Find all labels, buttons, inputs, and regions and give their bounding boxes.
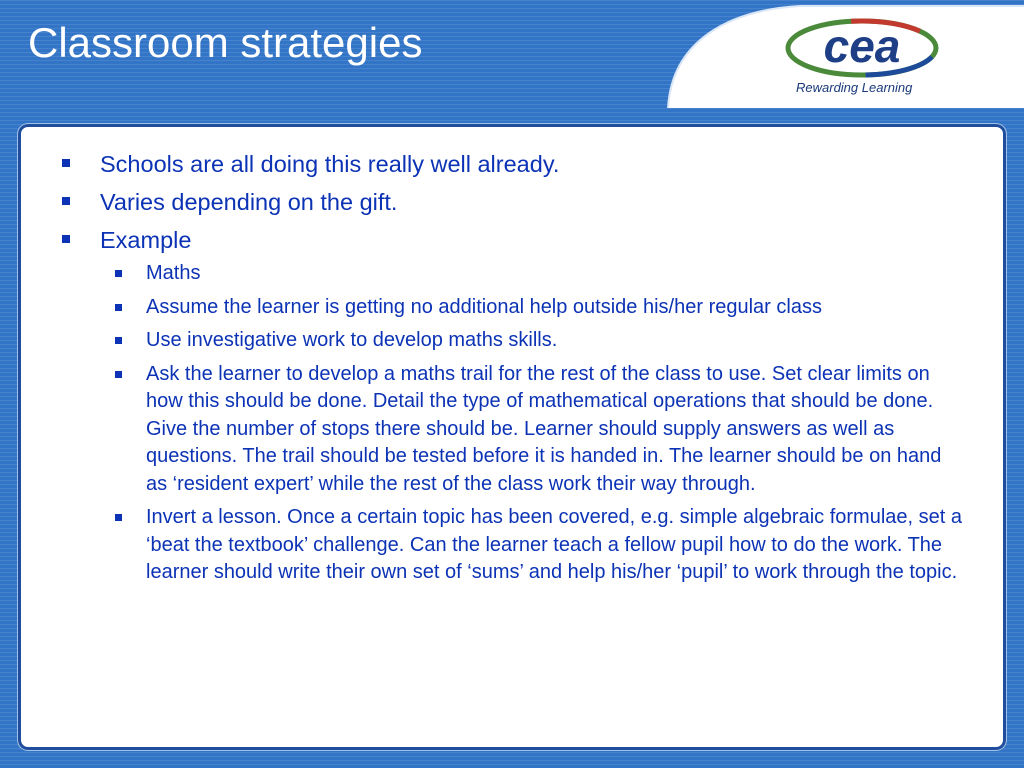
bullet-text: Example [100, 227, 192, 253]
bullet-text: Ask the learner to develop a maths trail for the rest of the class to use. Set clear limits on how this should be done. Detail the type of mathematical operations that should be done. Give the number of stops there should be. Learner should supply answers as well as questions. The trail should be tested before it is handed in. The learner should be on hand as ‘resident expert’ while the rest of the class work their way through. [146, 362, 942, 495]
bullet-text: Invert a lesson. Once a certain topic has been covered, e.g. simple algebraic formulae, set a ‘beat the textbook’ challenge. Can the learner teach a fellow pupil how to do the work. The learner should write their own set of ‘sums’ and help his/her ‘pupil’ to work through the topic. [146, 506, 962, 583]
sub-bullet-item [60, 260, 966, 288]
square-bullet-icon [62, 159, 70, 167]
bullet-text: Use investigative work to develop maths skills. [146, 329, 558, 351]
logo-tagline: Rewarding Learning [796, 80, 913, 95]
bullet-item [60, 226, 980, 254]
square-bullet-icon [115, 337, 122, 344]
bullet-item [60, 188, 980, 216]
square-bullet-icon [115, 304, 122, 311]
bullet-list [60, 150, 980, 593]
logo-area [0, 0, 1024, 108]
bullet-text: Varies depending on the gift. [100, 189, 398, 215]
cea-logo [782, 16, 942, 80]
square-bullet-icon [115, 514, 122, 521]
square-bullet-icon [62, 235, 70, 243]
bullet-text: Assume the learner is getting no additional help outside his/her regular class [146, 295, 822, 318]
square-bullet-icon [62, 197, 70, 205]
bullet-text: Maths [146, 262, 201, 284]
square-bullet-icon [115, 371, 122, 378]
sub-bullet-item [60, 294, 966, 322]
square-bullet-icon [115, 270, 122, 277]
logo-text: cea [823, 20, 901, 72]
slide-title: Classroom strategies [28, 19, 423, 66]
bullet-item [60, 150, 980, 178]
sub-bullet-item [60, 327, 966, 355]
sub-bullet-item [60, 361, 966, 499]
bullet-text: Schools are all doing this really well already. [100, 151, 560, 177]
sub-bullet-item [60, 504, 966, 587]
